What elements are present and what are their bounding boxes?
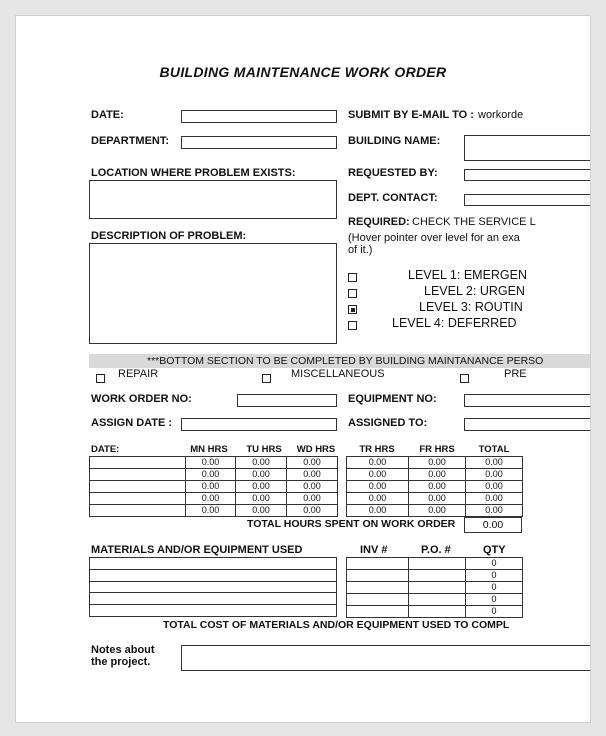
hours-row [347, 457, 592, 469]
materials-spacer-cell [523, 570, 592, 582]
building-name-label: BUILDING NAME: [348, 135, 441, 147]
preventive-label: PRE [504, 368, 527, 380]
hours-total-cell[interactable]: 0.00 [466, 493, 523, 505]
location-label: LOCATION WHERE PROBLEM EXISTS: [91, 167, 296, 179]
description-input[interactable] [89, 243, 337, 344]
hover-hint-line2: of it.) [348, 244, 373, 256]
hours-cell[interactable]: 0.00 [287, 481, 338, 493]
hours-header-date: DATE: [91, 444, 120, 455]
notes-input[interactable] [181, 645, 591, 671]
materials-inv-cell[interactable] [347, 594, 409, 606]
hours-header-tr: TR HRS [359, 444, 395, 455]
required-label: REQUIRED: [348, 216, 410, 228]
hours-header-tu: TU HRS [246, 444, 282, 455]
materials-po-cell[interactable] [409, 558, 466, 570]
materials-row [90, 558, 337, 570]
materials-desc-cell[interactable] [90, 605, 337, 617]
work-order-label: WORK ORDER NO: [91, 393, 192, 405]
hours-cell[interactable]: 0.00 [186, 481, 236, 493]
hours-cell[interactable]: 0.00 [236, 481, 287, 493]
location-input[interactable] [89, 180, 337, 219]
description-label: DESCRIPTION OF PROBLEM: [91, 230, 247, 242]
hours-header-fr: FR HRS [419, 444, 455, 455]
level-1-label[interactable]: LEVEL 1: EMERGEN [408, 268, 528, 282]
equipment-no-input[interactable] [464, 394, 591, 407]
hours-row [347, 481, 592, 493]
materials-header-qty: QTY [483, 544, 506, 556]
hours-row [347, 469, 592, 481]
miscellaneous-label: MISCELLANEOUS [291, 368, 385, 380]
assign-date-label: ASSIGN DATE : [91, 417, 173, 429]
work-order-input[interactable] [237, 394, 337, 407]
maintenance-section-banner: ***BOTTOM SECTION TO BE COMPLETED BY BUILDING MAINTANANCE PERSO [89, 354, 591, 368]
hours-header-wd: WD HRS [296, 444, 336, 455]
notes-label-line2: the project. [91, 656, 151, 668]
work-order-sheet [15, 15, 591, 723]
repair-label: REPAIR [118, 368, 159, 380]
materials-table-right [346, 557, 591, 618]
requested-by-label: REQUESTED BY: [348, 167, 438, 179]
hours-row [90, 493, 338, 505]
materials-spacer-cell [523, 594, 592, 606]
materials-qty-cell[interactable]: 0 [466, 558, 523, 570]
hours-cell[interactable]: 0.00 [409, 493, 466, 505]
hours-cell[interactable]: 0.00 [347, 493, 409, 505]
required-text: CHECK THE SERVICE L [412, 216, 536, 228]
hours-date-cell[interactable] [90, 505, 186, 517]
hours-cell[interactable]: 0.00 [347, 505, 409, 517]
level-2-checkbox[interactable] [348, 289, 357, 298]
level-3-label[interactable]: LEVEL 3: ROUTIN [419, 300, 523, 314]
materials-po-cell[interactable] [409, 594, 466, 606]
materials-inv-cell[interactable] [347, 606, 409, 618]
hours-date-cell[interactable] [90, 457, 186, 469]
hours-cell[interactable]: 0.00 [409, 481, 466, 493]
materials-qty-cell[interactable]: 0 [466, 582, 523, 594]
hours-cell[interactable]: 0.00 [186, 505, 236, 517]
hours-cell[interactable]: 0.00 [186, 457, 236, 469]
hours-date-cell[interactable] [90, 481, 186, 493]
hours-row [90, 505, 338, 517]
hours-spacer-cell [523, 493, 592, 505]
dept-contact-label: DEPT. CONTACT: [348, 192, 438, 204]
level-3-checkbox[interactable] [348, 305, 357, 314]
hours-cell[interactable]: 0.00 [236, 457, 287, 469]
hours-cell[interactable]: 0.00 [347, 457, 409, 469]
materials-qty-cell[interactable]: 0 [466, 570, 523, 582]
hours-total-cell[interactable]: 0.00 [466, 469, 523, 481]
hours-header-mn: MN HRS [190, 444, 228, 455]
hours-total-cell[interactable]: 0.00 [466, 457, 523, 469]
page-title: BUILDING MAINTENANCE WORK ORDER [159, 64, 447, 80]
materials-row [347, 582, 592, 594]
date-label: DATE: [91, 109, 124, 121]
materials-row [90, 569, 337, 581]
hours-total-cell[interactable]: 0.00 [466, 505, 523, 517]
hours-cell[interactable]: 0.00 [409, 469, 466, 481]
materials-inv-cell[interactable] [347, 582, 409, 594]
materials-inv-cell[interactable] [347, 558, 409, 570]
miscellaneous-checkbox[interactable] [262, 374, 271, 383]
requested-by-input[interactable] [464, 169, 591, 181]
hours-row [90, 481, 338, 493]
department-input[interactable] [181, 136, 337, 149]
department-label: DEPARTMENT: [91, 135, 170, 147]
hours-cell[interactable]: 0.00 [287, 469, 338, 481]
materials-header: MATERIALS AND/OR EQUIPMENT USED [91, 544, 303, 556]
hours-cell[interactable]: 0.00 [186, 469, 236, 481]
materials-spacer-cell [523, 558, 592, 570]
total-hours-value: 0.00 [464, 517, 522, 533]
materials-row [347, 606, 592, 618]
materials-row [347, 594, 592, 606]
hours-cell[interactable]: 0.00 [409, 457, 466, 469]
materials-inv-cell[interactable] [347, 570, 409, 582]
level-2-label[interactable]: LEVEL 2: URGEN [424, 284, 525, 298]
assigned-to-input[interactable] [464, 418, 591, 431]
preventive-checkbox[interactable] [460, 374, 469, 383]
materials-desc-cell[interactable] [90, 593, 337, 605]
hours-date-cell[interactable] [90, 469, 186, 481]
date-input[interactable] [181, 110, 337, 123]
hours-header-total: TOTAL [478, 444, 510, 455]
materials-row [347, 558, 592, 570]
hours-table-left [89, 456, 338, 517]
hours-cell[interactable]: 0.00 [236, 493, 287, 505]
hours-cell[interactable]: 0.00 [287, 493, 338, 505]
notes-label-line1: Notes about [91, 644, 155, 656]
equipment-no-label: EQUIPMENT NO: [348, 393, 437, 405]
materials-header-po: P.O. # [421, 544, 451, 556]
hours-row [90, 457, 338, 469]
repair-checkbox[interactable] [96, 374, 105, 383]
level-1-checkbox[interactable] [348, 273, 357, 282]
materials-po-cell[interactable] [409, 582, 466, 594]
hours-spacer-cell [523, 481, 592, 493]
assigned-to-label: ASSIGNED TO: [348, 417, 428, 429]
hours-cell[interactable]: 0.00 [236, 469, 287, 481]
hours-cell[interactable]: 0.00 [287, 457, 338, 469]
hours-cell[interactable]: 0.00 [347, 481, 409, 493]
assign-date-input[interactable] [181, 418, 337, 431]
hours-row [90, 469, 338, 481]
hours-cell[interactable]: 0.00 [236, 505, 287, 517]
building-name-input[interactable] [464, 135, 591, 161]
hours-cell[interactable]: 0.00 [186, 493, 236, 505]
hover-hint-line1: (Hover pointer over level for an exa [348, 232, 520, 244]
materials-header-inv: INV # [360, 544, 388, 556]
hours-cell[interactable]: 0.00 [347, 469, 409, 481]
materials-po-cell[interactable] [409, 606, 466, 618]
materials-qty-cell[interactable]: 0 [466, 594, 523, 606]
hours-spacer-cell [523, 457, 592, 469]
materials-row [90, 581, 337, 593]
submit-email[interactable]: workorde [478, 109, 524, 121]
materials-table-left [89, 557, 337, 617]
hours-spacer-cell [523, 469, 592, 481]
hours-cell[interactable]: 0.00 [287, 505, 338, 517]
materials-spacer-cell [523, 582, 592, 594]
hours-date-cell[interactable] [90, 493, 186, 505]
total-hours-label: TOTAL HOURS SPENT ON WORK ORDER [247, 518, 456, 530]
materials-desc-cell[interactable] [90, 569, 337, 581]
level-4-label[interactable]: LEVEL 4: DEFERRED [392, 316, 517, 330]
materials-row [90, 593, 337, 605]
materials-row [90, 605, 337, 617]
materials-desc-cell[interactable] [90, 581, 337, 593]
total-cost-label: TOTAL COST OF MATERIALS AND/OR EQUIPMENT USED TO COMPL [163, 619, 510, 631]
materials-desc-cell[interactable] [90, 558, 337, 570]
hours-table-right [346, 456, 591, 517]
materials-po-cell[interactable] [409, 570, 466, 582]
materials-row [347, 570, 592, 582]
materials-qty-cell[interactable]: 0 [466, 606, 523, 618]
level-4-checkbox[interactable] [348, 321, 357, 330]
submit-label: SUBMIT BY E-MAIL TO : [348, 109, 474, 121]
hours-spacer-cell [523, 505, 592, 517]
hours-row [347, 493, 592, 505]
hours-cell[interactable]: 0.00 [409, 505, 466, 517]
hours-row [347, 505, 592, 517]
dept-contact-input[interactable] [464, 194, 591, 206]
hours-total-cell[interactable]: 0.00 [466, 481, 523, 493]
materials-spacer-cell [523, 606, 592, 618]
